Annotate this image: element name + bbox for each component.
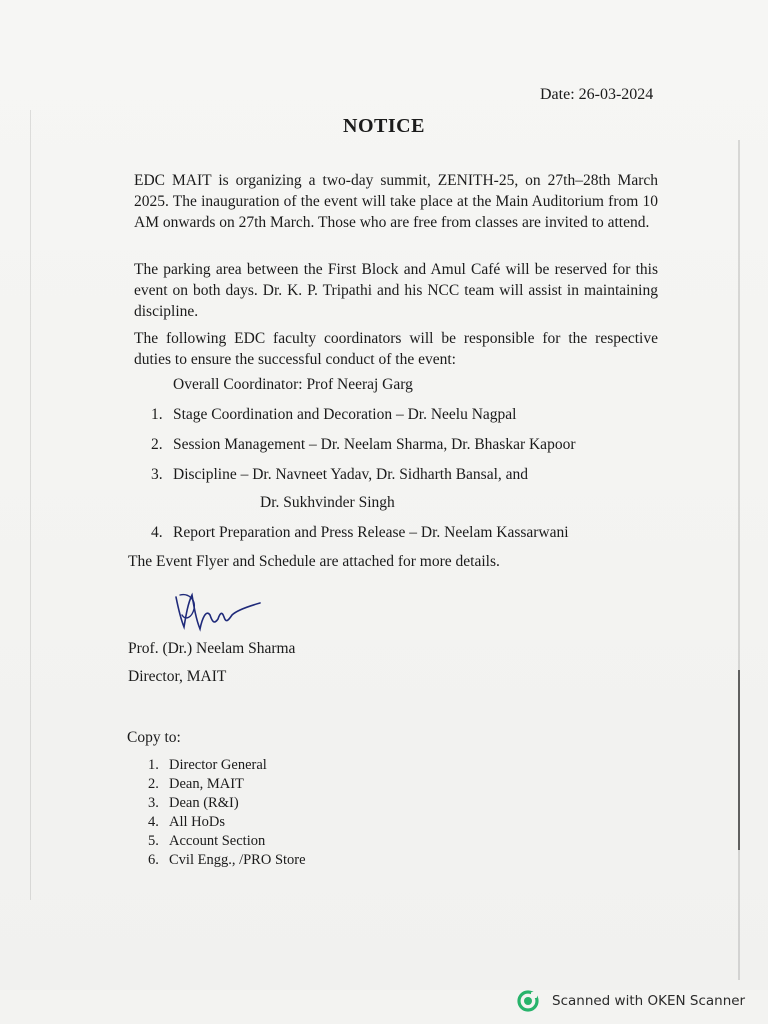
copy-to-number: 5. bbox=[148, 833, 159, 849]
duty-text: Report Preparation and Press Release – Dr. Neelam Kassarwani bbox=[173, 524, 569, 541]
duty-item bbox=[151, 406, 517, 424]
paragraph-parking: The parking area between the First Block and Amul Café will be reserved for this event on both days. Dr. K. P. Tripathi and his NCC team will assist in maintaining discipline. bbox=[134, 261, 658, 320]
duty-number: 3. bbox=[151, 466, 163, 483]
duty-item bbox=[151, 466, 528, 484]
duty-item bbox=[151, 524, 569, 542]
duty-number: 4. bbox=[151, 524, 163, 541]
copy-to-text: Account Section bbox=[169, 833, 266, 849]
signatory-name: Prof. (Dr.) Neelam Sharma bbox=[128, 640, 296, 657]
copy-to-heading: Copy to: bbox=[127, 729, 181, 746]
copy-to-number: 2. bbox=[148, 776, 159, 792]
copy-to-item bbox=[148, 757, 267, 774]
page-edge-shadow bbox=[738, 140, 740, 980]
copy-to-item bbox=[148, 852, 306, 869]
notice-date: Date: 26-03-2024 bbox=[540, 86, 654, 103]
handwritten-signature bbox=[166, 585, 266, 635]
duty-number: 1. bbox=[151, 406, 163, 423]
copy-to-item bbox=[148, 795, 239, 812]
copy-to-number: 6. bbox=[148, 852, 159, 868]
duty-text: Discipline – Dr. Navneet Yadav, Dr. Sidharth Bansal, and bbox=[173, 466, 529, 483]
closing-line: The Event Flyer and Schedule are attached for more details. bbox=[128, 553, 500, 570]
paragraph-event-intro: EDC MAIT is organizing a two-day summit, ZENITH-25, on 27th–28th March 2025. The inauguration of the event will take place at the Main Auditorium from 10 AM onwards on 27th March. Those who are free from classes are invited to attend. bbox=[134, 172, 658, 231]
copy-to-number: 4. bbox=[148, 814, 159, 830]
duty-continuation: Dr. Sukhvinder Singh bbox=[260, 494, 395, 511]
scanner-watermark bbox=[517, 990, 745, 1012]
duty-text: Stage Coordination and Decoration – Dr. Neelu Nagpal bbox=[173, 406, 517, 423]
overall-coordinator: Overall Coordinator: Prof Neeraj Garg bbox=[173, 376, 413, 393]
duty-number: 2. bbox=[151, 436, 163, 453]
copy-to-number: 1. bbox=[148, 757, 159, 773]
oken-scanner-logo-icon bbox=[517, 990, 539, 1012]
copy-to-item bbox=[148, 814, 225, 831]
duty-item bbox=[151, 436, 575, 454]
signatory-designation: Director, MAIT bbox=[128, 668, 227, 685]
copy-to-text: All HoDs bbox=[169, 814, 225, 830]
page-fold-line bbox=[30, 110, 31, 900]
copy-to-item bbox=[148, 833, 265, 850]
copy-to-number: 3. bbox=[148, 795, 159, 811]
scanner-text: Scanned with OKEN Scanner bbox=[552, 993, 746, 1009]
copy-to-text: Dean (R&I) bbox=[169, 795, 239, 811]
notice-title: NOTICE bbox=[343, 115, 425, 137]
page-edge-mark bbox=[738, 670, 740, 850]
copy-to-text: Dean, MAIT bbox=[169, 776, 244, 792]
copy-to-item bbox=[148, 776, 244, 793]
copy-to-text: Director General bbox=[169, 757, 267, 773]
copy-to-text: Cvil Engg., /PRO Store bbox=[169, 852, 306, 868]
paragraph-coordinators: The following EDC faculty coordinators will be responsible for the respective duties to ensure the successful conduct of the event: bbox=[134, 330, 658, 368]
duty-text: Session Management – Dr. Neelam Sharma, Dr. Bhaskar Kapoor bbox=[173, 436, 576, 453]
